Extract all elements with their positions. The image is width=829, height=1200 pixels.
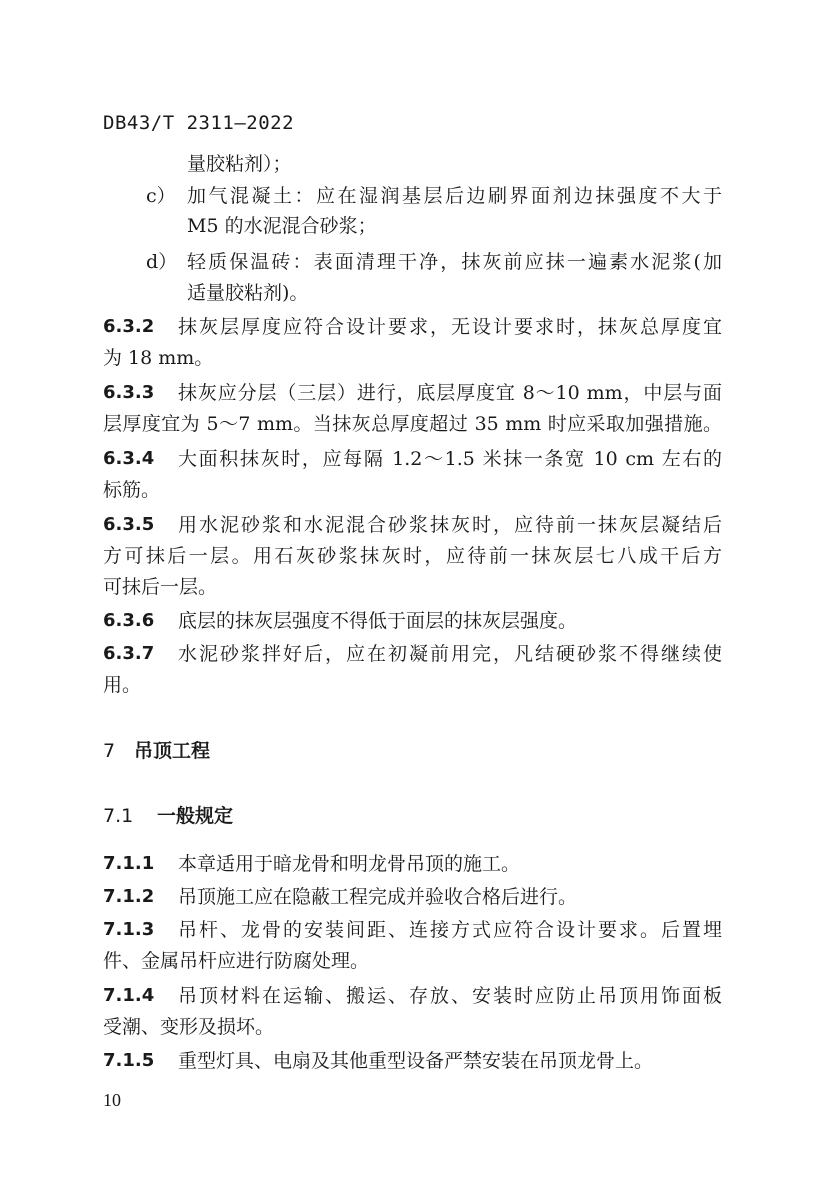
clause-text: 受潮、变形及损坏。 xyxy=(103,1016,275,1038)
standard-code-header: DB43/T 2311—2022 xyxy=(103,112,295,134)
clause-text: 吊顶施工应在隐蔽工程完成并验收合格后进行。 xyxy=(178,886,578,908)
clause-text: 标筋。 xyxy=(103,479,161,501)
clause-text: 用水泥砂浆和水泥混合砂浆抹灰时，应待前一抹灰层凝结后 xyxy=(178,514,722,536)
page-number: 10 xyxy=(103,1090,121,1110)
clause-text: 可抹后一层。 xyxy=(103,576,218,598)
clause-number: 7.1.2 xyxy=(103,886,155,907)
list-item-b-tail: 量胶粘剂）； xyxy=(187,153,292,175)
chapter-number: 7 xyxy=(103,740,116,762)
clause-text: 件、金属吊杆应进行防腐处理。 xyxy=(103,950,370,972)
list-item-c-line1: 加气混凝土：应在湿润基层后边刷界面剂边抹强度不大于 xyxy=(187,185,722,207)
clause-number: 7.1.3 xyxy=(103,919,155,940)
clause-text: 抹灰应分层（三层）进行，底层厚度宜 8～10 mm，中层与面 xyxy=(178,382,722,404)
clause-text: 大面积抹灰时，应每隔 1.2～1.5 米抹一条宽 10 cm 左右的 xyxy=(178,448,722,470)
section-number: 7.1 xyxy=(103,805,134,827)
clause-text: 底层的抹灰层强度不得低于面层的抹灰层强度。 xyxy=(178,610,578,632)
clause-text: 用。 xyxy=(103,674,142,696)
clause-text: 方可抹后一层。用石灰砂浆抹灰时，应待前一抹灰层七八成干后方 xyxy=(103,545,722,567)
clause-number: 6.3.4 xyxy=(103,448,155,469)
chapter-title: 吊顶工程 xyxy=(134,740,211,762)
list-item-d-line2: 适量胶粘剂)。 xyxy=(187,282,309,304)
clause-text: 重型灯具、电扇及其他重型设备严禁安装在吊顶龙骨上。 xyxy=(178,1050,654,1072)
list-label-d: d） xyxy=(146,251,178,273)
section-title: 一般规定 xyxy=(157,805,234,827)
clause-text: 吊顶材料在运输、搬运、存放、安装时应防止吊顶用饰面板 xyxy=(178,985,722,1007)
clause-text: 层厚度宜为 5～7 mm。当抹灰总厚度超过 35 mm 时应采取加强措施。 xyxy=(103,413,722,435)
clause-text: 水泥砂浆拌好后，应在初凝前用完，凡结硬砂浆不得继续使 xyxy=(178,643,722,665)
clause-text: 本章适用于暗龙骨和明龙骨吊顶的施工。 xyxy=(178,853,521,875)
clause-number: 7.1.1 xyxy=(103,853,155,874)
clause-text: 吊杆、龙骨的安装间距、连接方式应符合设计要求。后置埋 xyxy=(178,919,722,941)
list-label-c: c） xyxy=(146,185,176,207)
list-item-d-line1: 轻质保温砖：表面清理干净，抹灰前应抹一遍素水泥浆(加 xyxy=(187,251,722,273)
clause-text: 为 18 mm。 xyxy=(103,347,214,369)
clause-number: 7.1.5 xyxy=(103,1050,155,1071)
clause-number: 6.3.3 xyxy=(103,382,155,403)
clause-number: 7.1.4 xyxy=(103,985,155,1006)
clause-number: 6.3.2 xyxy=(103,316,155,337)
clause-number: 6.3.7 xyxy=(103,643,155,664)
list-item-c-line2: M5 的水泥混合砂浆； xyxy=(187,215,377,237)
clause-number: 6.3.5 xyxy=(103,514,155,535)
clause-number: 6.3.6 xyxy=(103,610,155,631)
clause-text: 抹灰层厚度应符合设计要求，无设计要求时，抹灰总厚度宜 xyxy=(178,316,722,338)
